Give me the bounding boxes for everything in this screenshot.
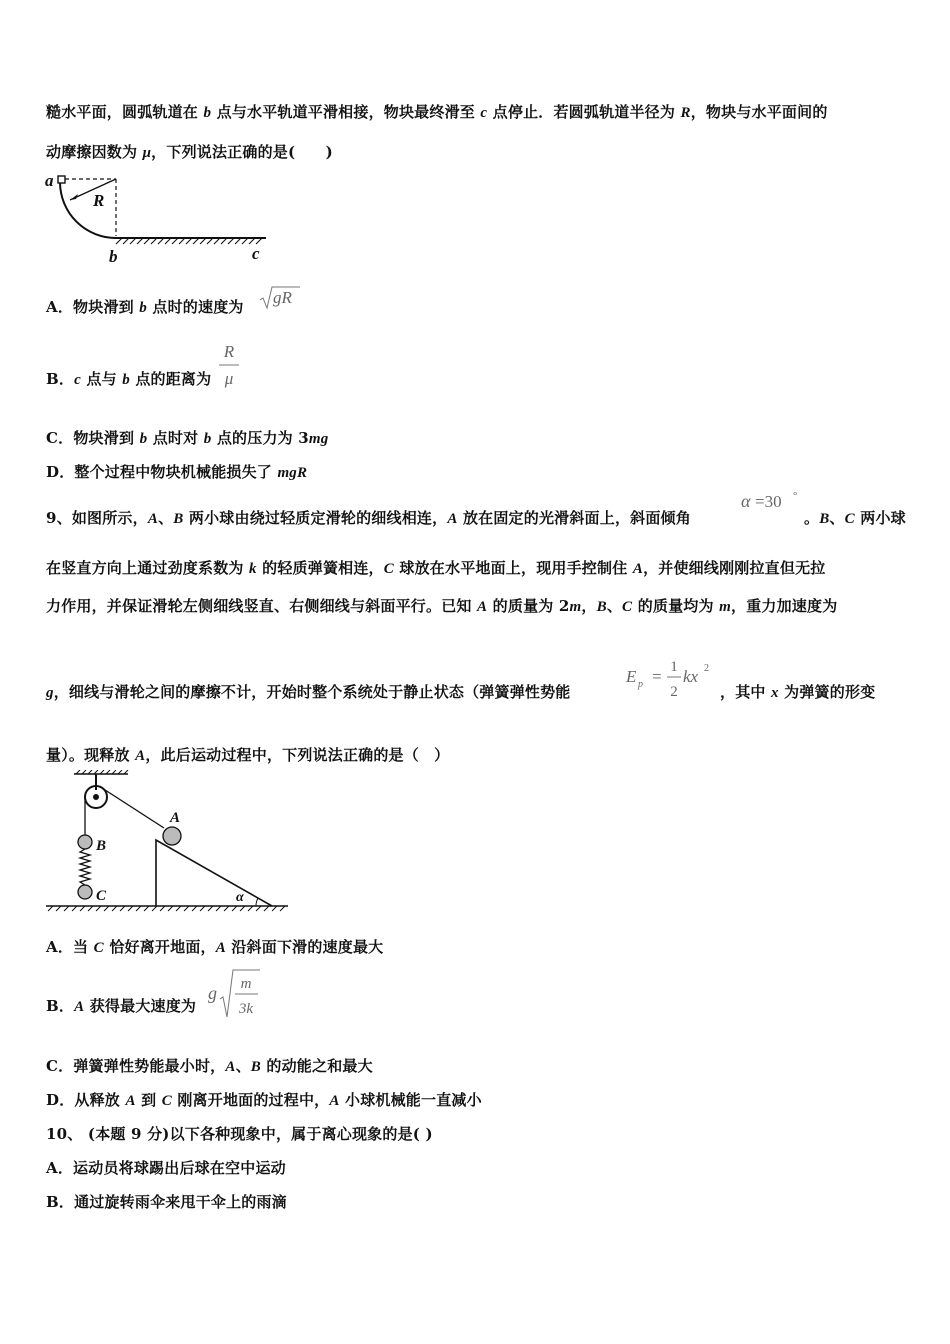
var-C: C xyxy=(844,511,855,527)
text-run: ，细线与滑轮之间的摩擦不计，开始时整个系统处于静止状态（弹簧弹性势能 xyxy=(53,683,571,701)
q9-stem-line-1b xyxy=(804,507,906,528)
var-A: A xyxy=(125,1093,136,1109)
text-run: 沿斜面下滑的速度最大 xyxy=(225,938,384,956)
text-run: 糙水平面，圆弧轨道在 xyxy=(46,103,204,121)
text-run: 刚离开地面的过程中， xyxy=(171,1091,330,1109)
text-run: 小球机械能一直减小 xyxy=(339,1091,482,1109)
label-R: R xyxy=(93,191,105,210)
text-run: 在竖直方向上通过劲度系数为 xyxy=(46,559,250,577)
var-b: b xyxy=(203,431,212,447)
text-run: D．整个过程中物块机械能损失了 xyxy=(46,463,278,481)
q9-stem-line-1 xyxy=(46,507,691,528)
formula-R-over-mu xyxy=(217,340,241,390)
label-a: a xyxy=(45,171,54,190)
intro-line-1 xyxy=(46,101,828,122)
label-A: A xyxy=(170,810,181,826)
pulley-axle xyxy=(93,794,99,800)
text-run: 、 xyxy=(235,1057,251,1075)
text-run: 两小球 xyxy=(854,509,906,527)
var-k: k xyxy=(249,561,257,577)
radicand-text: gR xyxy=(273,288,292,307)
text-run: ， xyxy=(581,597,597,615)
var-B: B xyxy=(819,511,830,527)
var-A: A xyxy=(225,1059,236,1075)
spring xyxy=(80,849,90,885)
numerator-text: m xyxy=(240,976,252,992)
arc-track-figure xyxy=(40,168,280,268)
text-run: 点时的速度为 xyxy=(146,298,244,316)
var-A: A xyxy=(147,511,159,527)
text-run: 获得最大速度为 xyxy=(84,997,197,1015)
var-m: m xyxy=(569,599,582,615)
ball-C xyxy=(78,885,92,899)
q10-stem: 10、 (本题 9 分)以下各种现象中，属于离心现象的是( ) xyxy=(46,1125,433,1143)
var-A: A xyxy=(477,599,488,615)
angle-arc xyxy=(256,898,258,906)
text-run: 点的压力为 3 xyxy=(211,429,309,447)
text-run: 球放在水平地面上，现用手控制住 xyxy=(393,559,633,577)
q9-option-C xyxy=(46,1055,373,1076)
var-C: C xyxy=(161,1093,172,1109)
text-run: C．弹簧弹性势能最小时， xyxy=(46,1057,226,1075)
text-run: 量）。现释放 xyxy=(46,746,136,764)
text-run: B． xyxy=(46,997,75,1015)
q9-stem-line-3 xyxy=(46,595,837,616)
text-run: 的质量均为 xyxy=(632,597,720,615)
label-B: B xyxy=(96,838,107,854)
var-mu: μ xyxy=(142,145,152,161)
text-run: ，此后运动过程中，下列说法正确的是（ ） xyxy=(145,746,450,764)
var-mgR: mgR xyxy=(277,465,308,481)
text-run: ，其中 xyxy=(720,683,772,701)
q9-stem-line-4 xyxy=(46,681,571,702)
ball-A xyxy=(163,827,181,845)
pulley-incline-figure xyxy=(44,770,294,914)
var-b: b xyxy=(139,431,148,447)
var-c: c xyxy=(480,105,488,121)
q8-option-C xyxy=(46,427,328,448)
label-alpha: α xyxy=(236,890,244,905)
formula-g-sqrt-m-3k xyxy=(206,966,262,1022)
var-A: A xyxy=(447,511,458,527)
text-run: 恰好离开地面， xyxy=(103,938,216,956)
q9-option-B xyxy=(46,995,196,1016)
numerator-text: 1 xyxy=(670,659,678,675)
formula-elastic-energy xyxy=(624,651,716,705)
g-symbol: g xyxy=(208,983,217,1003)
var-B: B xyxy=(250,1059,261,1075)
square-superscript: 2 xyxy=(704,663,709,674)
alpha-symbol: α xyxy=(741,491,751,511)
q9-stem-line-4b xyxy=(720,681,875,702)
label-c: c xyxy=(252,244,260,263)
text-run: B． xyxy=(46,370,75,388)
text-run: 、 xyxy=(829,509,845,527)
text-run: 的动能之和最大 xyxy=(260,1057,373,1075)
text-run: C．物块滑到 xyxy=(46,429,140,447)
numerator-text: R xyxy=(223,342,235,361)
var-A: A xyxy=(632,561,644,577)
var-C: C xyxy=(383,561,394,577)
kx-symbol: kx xyxy=(683,667,699,686)
var-C: C xyxy=(93,940,104,956)
E-symbol: E xyxy=(626,667,637,686)
text-run: 到 xyxy=(135,1091,162,1109)
denominator-text: μ xyxy=(224,369,234,388)
var-A: A xyxy=(135,748,146,764)
text-run: 点与 xyxy=(80,370,123,388)
var-C: C xyxy=(622,599,633,615)
formula-alpha-30 xyxy=(740,487,804,515)
denominator-text: 2 xyxy=(670,684,678,700)
text-run: D．从释放 xyxy=(46,1091,126,1109)
var-A: A xyxy=(215,940,226,956)
text-run: A．物块滑到 xyxy=(46,298,140,316)
text-run: ，下列说法正确的是( ) xyxy=(151,143,333,161)
var-x: x xyxy=(771,685,779,701)
equals-sign: = xyxy=(652,667,662,686)
text-run: 点的距离为 xyxy=(129,370,212,388)
q9-option-D xyxy=(46,1089,482,1110)
var-A: A xyxy=(74,999,85,1015)
text-run: 、 xyxy=(158,509,174,527)
text-run: 动摩擦因数为 xyxy=(46,143,143,161)
label-C: C xyxy=(96,888,107,904)
text-run: A．当 xyxy=(46,938,94,956)
var-mg: mg xyxy=(308,431,329,447)
var-b: b xyxy=(203,105,212,121)
text-run: 为弹簧的形变 xyxy=(778,683,876,701)
q9-option-A xyxy=(46,936,383,957)
text-run: 两小球由绕过轻质定滑轮的细线相连， xyxy=(183,509,448,527)
formula-sqrt-gR xyxy=(258,284,302,312)
degree-symbol: ° xyxy=(793,490,798,502)
var-b: b xyxy=(122,372,130,388)
q9-stem-line-5 xyxy=(46,744,449,765)
block-icon xyxy=(58,176,65,183)
p-subscript: p xyxy=(638,679,643,690)
text-run: ，物块与水平面间的 xyxy=(690,103,828,121)
var-B: B xyxy=(596,599,607,615)
var-B: B xyxy=(173,511,184,527)
equals-30-text: =30 xyxy=(755,492,782,511)
denominator-text: 3k xyxy=(238,1001,254,1017)
q8-option-D xyxy=(46,461,307,482)
var-R: R xyxy=(680,105,691,121)
text-run: 。 xyxy=(804,509,820,527)
text-run: 点与水平轨道平滑相接，物块最终滑至 xyxy=(211,103,481,121)
var-b: b xyxy=(139,300,147,316)
text-run: ，重力加速度为 xyxy=(731,597,838,615)
text-run: 的质量为 2 xyxy=(487,597,570,615)
incline xyxy=(156,840,272,906)
var-g: g xyxy=(46,685,54,701)
q9-stem-line-2 xyxy=(46,557,825,578)
label-b: b xyxy=(109,247,118,266)
q8-option-B xyxy=(46,368,211,389)
text-run: 点停止．若圆弧轨道半径为 xyxy=(487,103,681,121)
text-run: ，并使细线刚刚拉直但无拉 xyxy=(643,559,826,577)
var-c: c xyxy=(74,372,81,388)
var-m: m xyxy=(719,599,731,615)
text-run: 力作用，并保证滑轮左侧细线竖直、右侧细线与斜面平行。已知 xyxy=(46,597,478,615)
ball-B xyxy=(78,835,92,849)
text-run: 放在固定的光滑斜面上，斜面倾角 xyxy=(457,509,691,527)
text-run: 、 xyxy=(606,597,623,615)
q10-option-A: A．运动员将球踢出后球在空中运动 xyxy=(46,1159,286,1177)
intro-line-2 xyxy=(46,141,333,162)
incline-string xyxy=(102,788,164,828)
q10-option-B: B．通过旋转雨伞来甩干伞上的雨滴 xyxy=(46,1193,287,1211)
text-run: 点时对 xyxy=(147,429,204,447)
text-run: 的轻质弹簧相连， xyxy=(256,559,384,577)
text-run: 9、如图所示， xyxy=(46,509,148,527)
var-A: A xyxy=(329,1093,340,1109)
q8-option-A xyxy=(46,296,244,317)
